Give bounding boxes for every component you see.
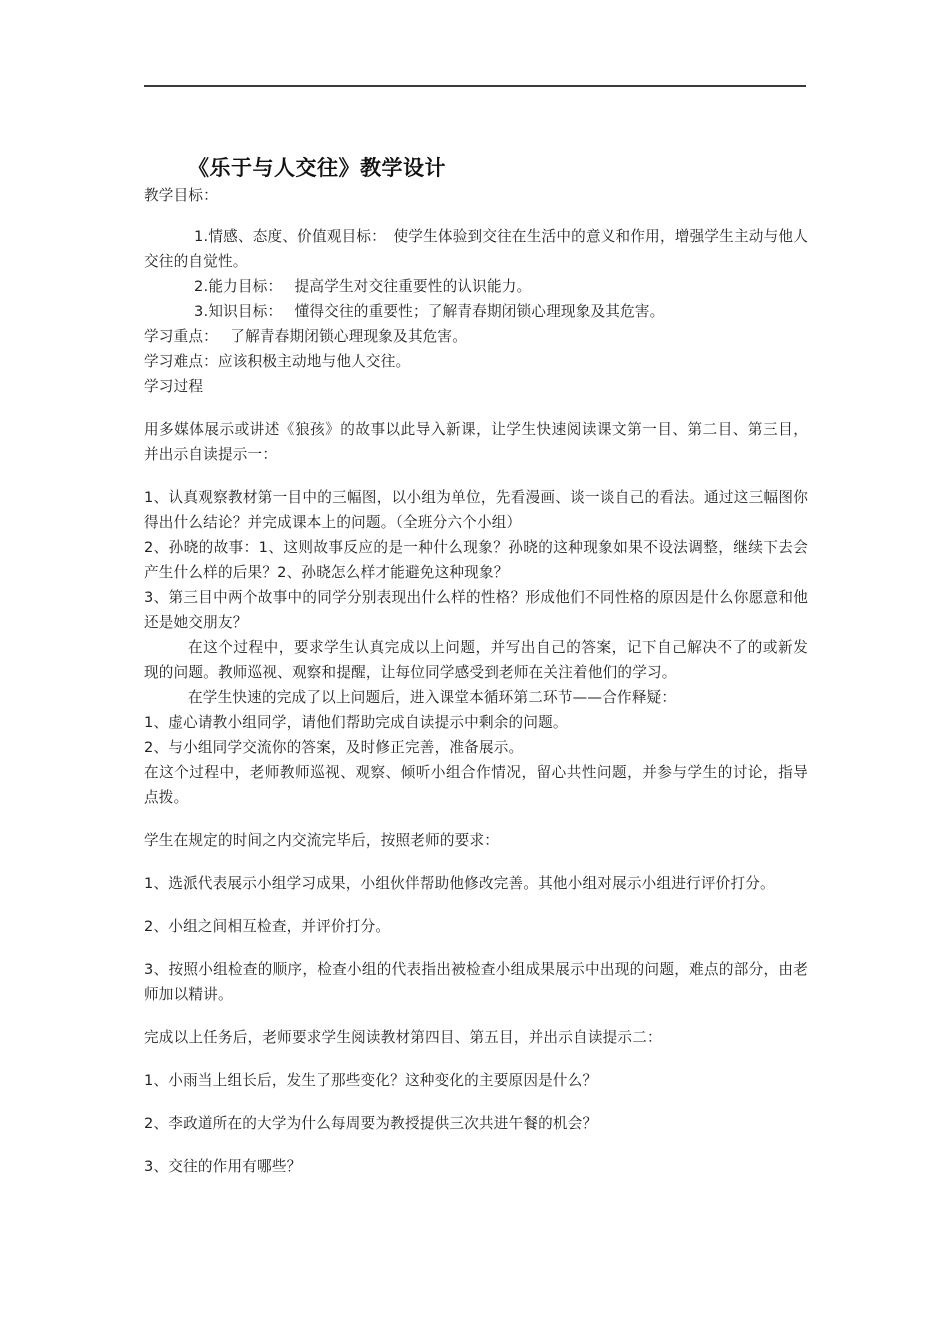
process-heading: 学习过程 (144, 378, 204, 395)
header-rule (144, 85, 806, 87)
difficulty: 学习难点：应该积极主动地与他人交往。 (144, 353, 411, 370)
prompt1-question-1: 1、认真观察教材第一目中的三幅图，以小组为单位，先看漫画、谈一谈自己的看法。通过这三幅图你得出什么结论？并完成课本上的问题。（全班分六个小组） (144, 489, 808, 531)
next-paragraph: 完成以上任务后，老师要求学生阅读教材第四目、第五目，并出示自读提示二： (144, 1029, 662, 1046)
objectives-heading: 教学目标： (144, 187, 218, 204)
prompt2-question-3: 3、交往的作用有哪些？ (144, 1158, 302, 1175)
document-body (144, 153, 808, 1179)
coop-item-2: 2、与小组同学交流你的答案，及时修正完善，准备展示。 (144, 739, 524, 756)
objective-2: 2.能力目标： 提高学生对交往重要性的认识能力。 (194, 278, 532, 295)
intro-paragraph: 用多媒体展示或讲述《狼孩》的故事以此导入新课，让学生快速阅读课文第一目、第二目、第三目，并出示自读提示一： (144, 421, 808, 463)
requirement-3: 3、按照小组检查的顺序，检查小组的代表指出被检查小组成果展示中出现的问题，难点的部分，由老师加以精讲。 (144, 961, 808, 1003)
objective-1: 1.情感、态度、价值观目标： 使学生体验到交往在生活中的意义和作用，增强学生主动与他人交往的自觉性。 (144, 228, 808, 270)
requirement-2: 2、小组之间相互检查，并评价打分。 (144, 918, 391, 935)
document-title: 《乐于与人交往》教学设计 (188, 156, 446, 180)
after-paragraph: 学生在规定的时间之内交流完毕后，按照老师的要求： (144, 832, 500, 849)
prompt2-question-2: 2、李政道所在的大学为什么每周要为教授提供三次共进午餐的机会？ (144, 1115, 598, 1132)
prompt1-question-2: 2、孙晓的故事：1、这则故事反应的是一种什么现象？孙晓的这种现象如果不设法调整，继续下去会产生什么样的后果？2、孙晓怎么样才能避免这种现象？ (144, 539, 808, 581)
teacher-paragraph: 在这个过程中，老师教师巡视、观察、倾听小组合作情况，留心共性问题，并参与学生的讨论，指导点拨。 (144, 764, 808, 806)
objective-3: 3.知识目标： 懂得交往的重要性；了解青春期闭锁心理现象及其危害。 (194, 303, 665, 320)
process-paragraph: 在这个过程中，要求学生认真完成以上问题，并写出自己的答案，记下自己解决不了的或新发现的问题。教师巡视、观察和提醒，让每位同学感受到老师在关注着他们的学习。 (144, 639, 808, 681)
prompt2-question-1: 1、小雨当上组长后，发生了那些变化？这种变化的主要原因是什么？ (144, 1072, 598, 1089)
stage2-paragraph: 在学生快速的完成了以上问题后，进入课堂本循环第二环节——合作释疑： (188, 689, 677, 706)
coop-item-1: 1、虚心请教小组同学，请他们帮助完成自读提示中剩余的问题。 (144, 714, 568, 731)
key-point: 学习重点： 了解青春期闭锁心理现象及其危害。 (144, 328, 468, 345)
prompt1-question-3: 3、第三目中两个故事中的同学分别表现出什么样的性格？形成他们不同性格的原因是什么你愿意和他还是她交朋友？ (144, 589, 808, 631)
requirement-1: 1、选派代表展示小组学习成果，小组伙伴帮助他修改完善。其他小组对展示小组进行评价打分。 (144, 875, 775, 892)
